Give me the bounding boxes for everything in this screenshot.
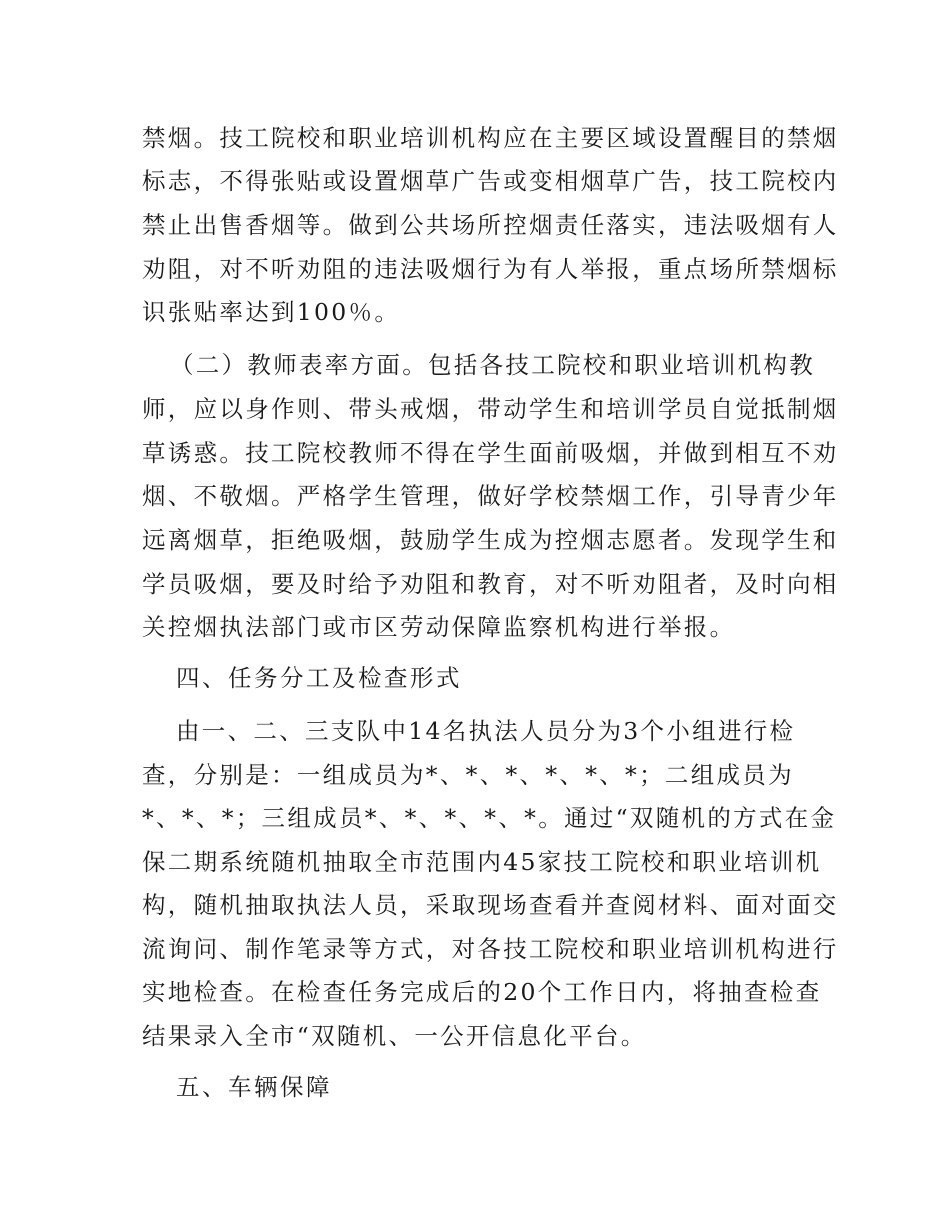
paragraph-line: 保二期系统随机抽取全市范围内45家技工院校和职业培训机 bbox=[142, 848, 822, 876]
paragraph-line: 流询问、制作笔录等方式，对各技工院校和职业培训机构进行 bbox=[142, 935, 839, 963]
paragraph-line: 烟、不敬烟。严格学生管理，做好学校禁烟工作，引导青少年 bbox=[142, 482, 839, 510]
paragraph-line: 结果录入全市“双随机、一公开信息化平台。 bbox=[142, 1022, 647, 1050]
paragraph-line: 学员吸烟，要及时给予劝阻和教育，对不听劝阻者，及时向相 bbox=[142, 570, 839, 598]
paragraph-line: （二）教师表率方面。包括各技工院校和职业培训机构教 bbox=[170, 351, 815, 379]
paragraph-line: 构，随机抽取执法人员，采取现场查看并查阅材料、面对面交 bbox=[142, 891, 839, 919]
paragraph-line: 查，分别是：一组成员为*、*、*、*、*、*；二组成员为 bbox=[142, 761, 794, 789]
paragraph-line: 远离烟草，拒绝吸烟，鼓励学生成为控烟志愿者。发现学生和 bbox=[142, 526, 839, 554]
paragraph-line: 草诱惑。技工院校教师不得在学生面前吸烟，并做到相互不劝 bbox=[142, 439, 839, 467]
paragraph-line: *、*、*；三组成员*、*、*、*、*。通过“双随机的方式在金 bbox=[142, 804, 837, 832]
paragraph-line: 师，应以身作则、带头戒烟，带动学生和培训学员自觉抵制烟 bbox=[142, 395, 839, 423]
paragraph-line: 劝阻，对不听劝阻的违法吸烟行为有人举报，重点场所禁烟标 bbox=[142, 255, 839, 283]
paragraph-line: 禁止出售香烟等。做到公共场所控烟责任落实，违法吸烟有人 bbox=[142, 211, 839, 239]
paragraph-line: 由一、二、三支队中14名执法人员分为3个小组进行检 bbox=[176, 717, 796, 745]
paragraph-line: 禁烟。技工院校和职业培训机构应在主要区域设置醒目的禁烟 bbox=[142, 124, 839, 152]
paragraph-line: 识张贴率达到100％。 bbox=[142, 298, 401, 326]
paragraph-line: 关控烟执法部门或市区劳动保障监察机构进行举报。 bbox=[142, 613, 736, 641]
paragraph-line: 实地检查。在检查任务完成后的20个工作日内，将抽查检查 bbox=[142, 978, 822, 1006]
paragraph-line: 标志，不得张贴或设置烟草广告或变相烟草广告，技工院校内 bbox=[142, 167, 839, 195]
section-heading: 四、任务分工及检查形式 bbox=[176, 664, 462, 692]
section-heading: 五、车辆保障 bbox=[176, 1073, 332, 1101]
